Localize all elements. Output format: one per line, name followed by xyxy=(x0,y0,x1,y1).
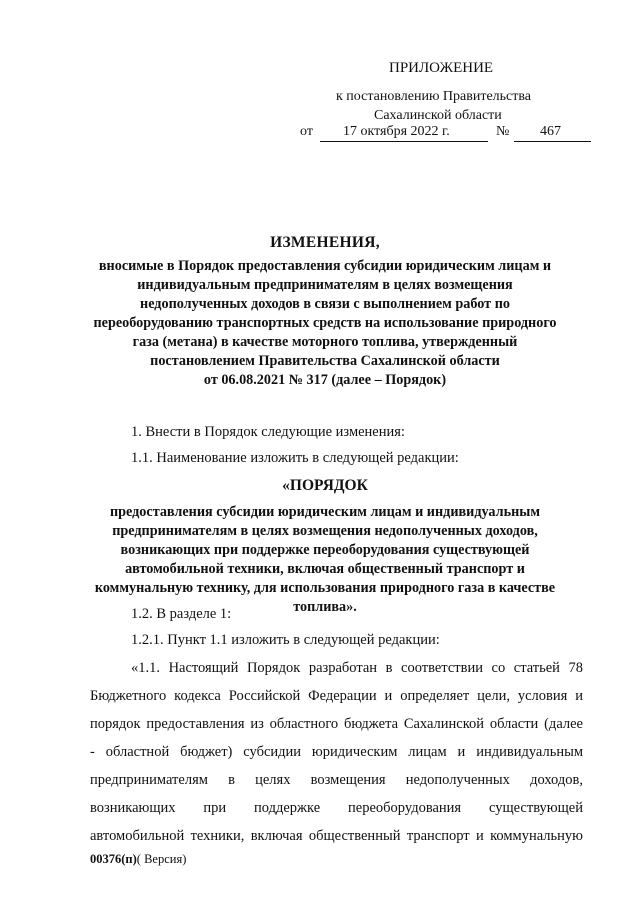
subtitle-line: вносимые в Порядок предоставления субсидии юридическим лицам и xyxy=(98,258,552,274)
paragraph-1: 1. Внести в Порядок следующие изменения: xyxy=(131,424,405,440)
footer-code: 00376(п) xyxy=(90,852,137,866)
appendix-from-label: от xyxy=(300,124,313,139)
new-order-line: топлива». xyxy=(293,599,357,615)
appendix-number: 467 xyxy=(540,124,561,139)
new-order-line: автомобильной техники, включая общественный транспорт и xyxy=(125,561,525,577)
paragraph-1-2: 1.2. В разделе 1: xyxy=(131,606,232,622)
paragraph-1-1-text-line: предпринимателям в целях возмещения недополученных доходов, xyxy=(90,772,583,788)
footer xyxy=(90,852,186,867)
new-order-title: «ПОРЯДОК xyxy=(282,477,368,494)
subtitle-line: недополученных доходов в связи с выполнением работ по xyxy=(140,296,510,312)
new-order-line: предоставления субсидии юридическим лицам и индивидуальным xyxy=(109,504,541,520)
paragraph-1-1-text-line: - областной бюджет) субсидии юридическим лицам и индивидуальным xyxy=(90,744,583,760)
appendix-number-label: № xyxy=(496,124,510,139)
paragraph-1-1-text-line: «1.1. Настоящий Порядок разработан в соответствии со статьей 78 xyxy=(131,660,583,676)
new-order-line: возникающих при поддержке переоборудования существующей xyxy=(120,542,530,558)
paragraph-1-1-text-line: возникающих при поддержке переоборудования существующей xyxy=(90,800,583,816)
paragraph-1-1: 1.1. Наименование изложить в следующей редакции: xyxy=(131,450,459,466)
subtitle-line: постановлением Правительства Сахалинской области xyxy=(150,353,500,369)
document-title: ИЗМЕНЕНИЯ, xyxy=(270,234,380,251)
appendix-title: ПРИЛОЖЕНИЕ xyxy=(389,60,494,76)
paragraph-1-1-text-line: порядок предоставления из областного бюджета Сахалинской области (далее xyxy=(90,716,583,732)
number-underline xyxy=(514,141,591,142)
paragraph-1-2-1: 1.2.1. Пункт 1.1 изложить в следующей редакции: xyxy=(131,632,440,648)
new-order-line: предпринимателям в целях возмещения недополученных доходов, xyxy=(112,523,538,539)
appendix-date: 17 октября 2022 г. xyxy=(343,124,450,139)
appendix-line-1: к постановлению Правительства xyxy=(336,89,532,104)
subtitle-line: газа (метана) в качестве моторного топлива, утвержденный xyxy=(132,334,518,350)
footer-version: ( Версия) xyxy=(136,852,187,866)
new-order-subtitle xyxy=(60,503,590,617)
paragraph-1-1-text-line: автомобильной техники, включая общественный транспорт и коммунальную xyxy=(90,828,583,844)
subtitle-line: индивидуальным предпринимателям в целях возмещения xyxy=(137,277,513,293)
subtitle-line: переоборудованию транспортных средств на использование природного xyxy=(93,315,557,331)
date-underline xyxy=(320,141,488,142)
new-order-line: коммунальную технику, для использования природного газа в качестве xyxy=(94,580,556,596)
appendix-line-2: Сахалинской области xyxy=(374,108,502,123)
subtitle-line: от 06.08.2021 № 317 (далее – Порядок) xyxy=(203,372,447,388)
document-subtitle xyxy=(60,257,590,390)
paragraph-1-1-text-line: Бюджетного кодекса Российской Федерации и определяет цели, условия и xyxy=(90,688,583,704)
